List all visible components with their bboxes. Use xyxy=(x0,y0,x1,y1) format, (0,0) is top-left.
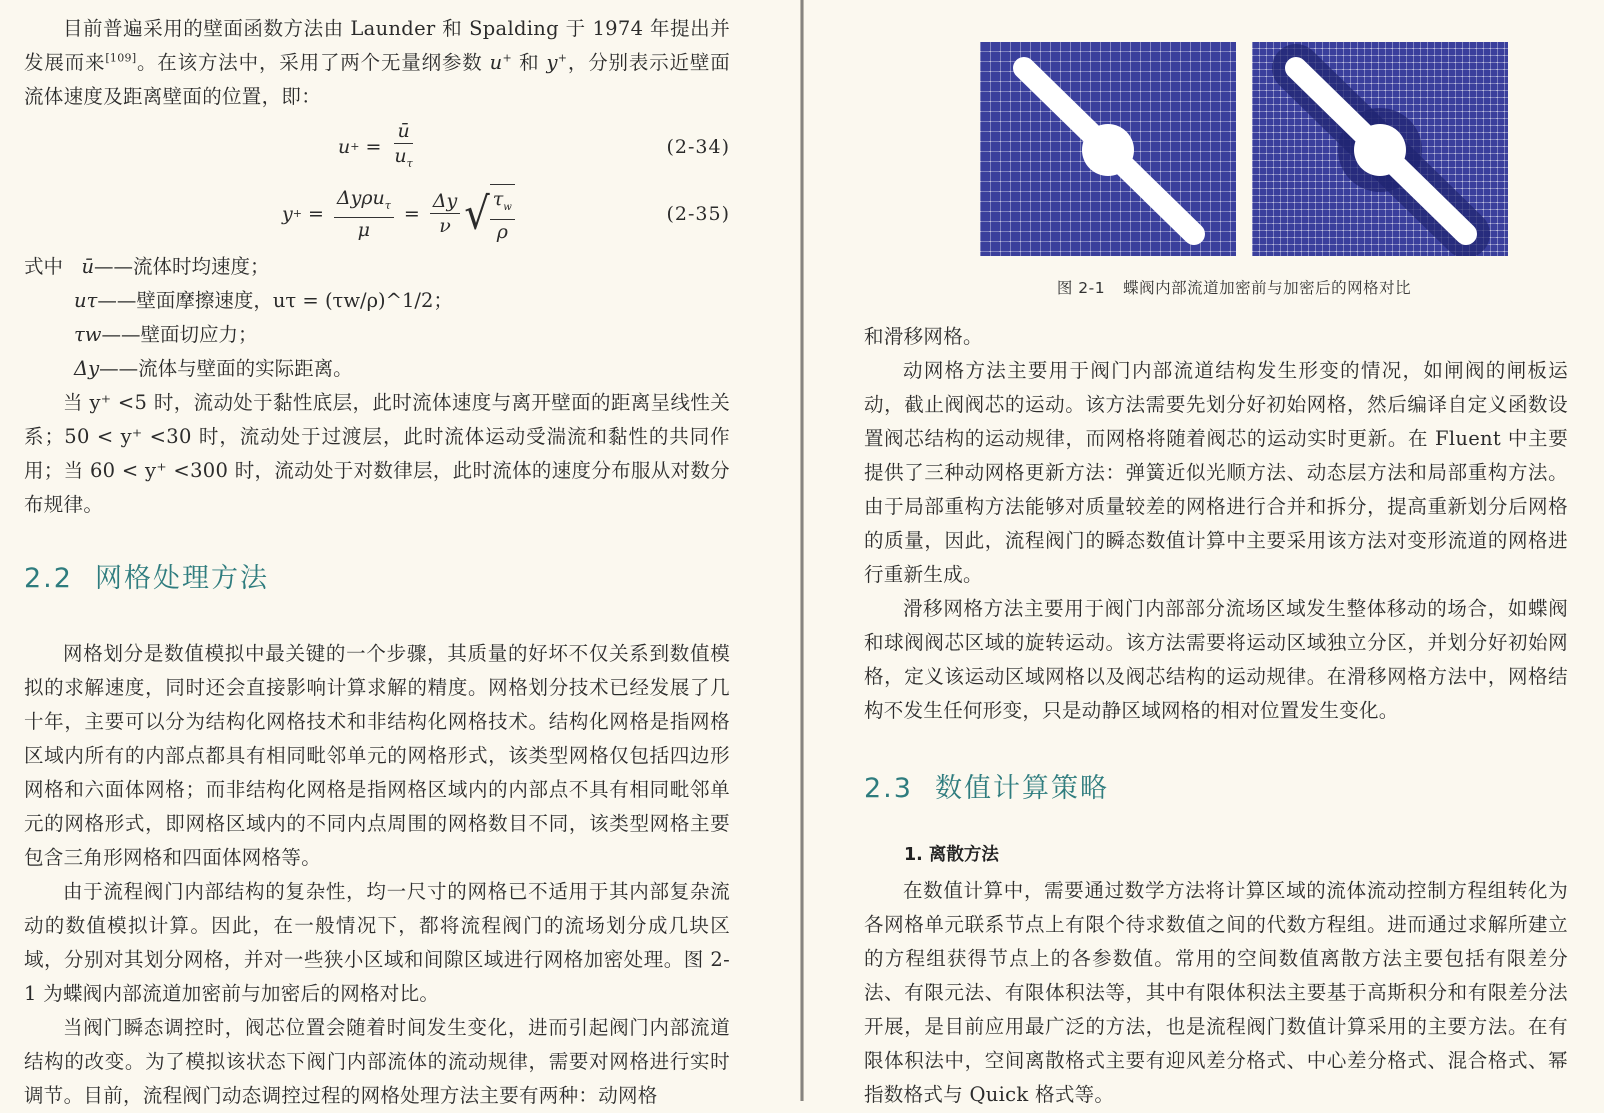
valve-mesh-paragraph: 由于流程阀门内部结构的复杂性，均一尺寸的网格已不适用于其内部复杂流动的数值模拟计算。因此，在一般情况下，都将流程阀门的流场划分成几块区域，分别对其划分网格，并对一些狭小区域和间隙区域进行网格加密处理。图 2-1 为蝶阀内部流道加密前与加密后的网格对比。 xyxy=(24,880,730,1005)
symbol-definitions: 式中 ū ——流体时均速度； uτ ——壁面摩擦速度，uτ = (τw/ρ)^1/2； τw ——壁面切应力； Δy ——流体与壁面的实际距离。 xyxy=(24,255,453,380)
equation-number: (2-35) xyxy=(666,203,730,225)
figure-caption: 图 2-1 蝶阀内部流道加密前与加密后的网格对比 xyxy=(1056,279,1412,297)
equation-2-34: u + = $\frac{ū}{u_\tau}$ (2-34) xyxy=(338,119,730,170)
discretization-paragraph: 在数值计算中，需要通过数学方法将计算区域的流体流动控制方程组转化为各网格单元联系节点上有限个待求数值之间的代数方程组。进而通过求解所建立的方程组获得节点上的各参数值。常用的空间数值离散方法主要包括有限差分法、有限元法、有限体积法等，其中有限体积法主要基于高斯积分和有限差分法开展，是目前应用最广泛的方法，也是流程阀门数值计算采用的主要方法。在有限体积法中，空间离散格式主要有迎风差分格式、中心差分格式、混合格式、幂指数格式与 Quick 格式等。 xyxy=(864,879,1568,1106)
left-page xyxy=(0,0,800,1107)
continued-paragraph: 和滑移网格。 xyxy=(864,325,983,348)
wall-layer-paragraph: 当 y⁺ <5 时，流动处于黏性底层，此时流体速度与离开壁面的距离呈线性关系；50 < y⁺ <30 时，流动处于过渡层，此时流体运动受湍流和黏性的共同作用；当 60 < y⁺ <300 时，流动处于对数律层，此时流体的速度分布服从对数分布规律。 xyxy=(24,391,730,516)
transient-paragraph: 当阀门瞬态调控时，阀芯位置会随着时间发生变化，进而引起阀门内部流道结构的改变。为了模拟该状态下阀门内部流体的流动规律，需要对网格进行实时调节。目前，流程阀门动态调控过程的网格处理方法主要有两种：动网格 xyxy=(24,1016,730,1107)
subsection-heading: 1. 离散方法 xyxy=(904,845,999,865)
citation-ref: [109] xyxy=(105,51,137,65)
mesh-after-refinement xyxy=(1252,42,1508,256)
right-page xyxy=(804,0,1604,1106)
equation-2-35: y + = $\frac{\Delta y\rho u_\tau}{\mu}$ = $\frac{\Delta y}{\nu}$ √ $\frac{\tau_w}{\rho}$ (2-35) xyxy=(24,180,730,248)
equation-number: (2-34) xyxy=(666,136,730,158)
section-heading-2-2: 2.2 网格处理方法 xyxy=(24,563,269,594)
dynamic-mesh-paragraph: 动网格方法主要用于阀门内部流道结构发生形变的情况，如闸阀的闸板运动，截止阀阀芯的运动。该方法需要先划分好初始网格，然后编译自定义函数设置阀芯结构的运动规律，而网格将随着阀芯的运动实时更新。在 Fluent 中主要提供了三种动网格更新方法：弹簧近似光顺方法、动态层方法和局部重构方法。由于局部重构方法能够对质量较差的网格进行合并和拆分，提高重新划分后网格的质量，因此，流程阀门的瞬态数值计算中主要采用该方法对变形流道的网格进行重新生成。 xyxy=(864,359,1568,586)
section-heading-2-3: 2.3 数值计算策略 xyxy=(864,773,1109,804)
mesh-before-refinement xyxy=(980,42,1236,256)
mesh-paragraph: 网格划分是数值模拟中最关键的一个步骤，其质量的好坏不仅关系到数值模拟的求解速度，同时还会直接影响计算求解的精度。网格划分技术已经发展了几十年，主要可以分为结构化网格技术和非结构化网格技术。结构化网格是指网格区域内所有的内部点都具有相同毗邻单元的网格形式，该类型网格仅包括四边形网格和六面体网格；而非结构化网格是指网格区域内的内部点不具有相同毗邻单元的网格形式，即网格区域内的不同内点周围的网格数目不同，该类型网格主要包含三角形网格和四面体网格等。 xyxy=(24,642,730,869)
figure-2-1 xyxy=(864,12,1568,256)
intro-paragraph: 目前普遍采用的壁面函数方法由 Launder 和 Spalding 于 1974 年提出并发展而来[109]。在该方法中，采用了两个无量纲参数 u+ 和 y+，分别表示近壁面流体速度及距离壁面的位置，即： xyxy=(24,17,730,108)
sliding-mesh-paragraph: 滑移网格方法主要用于阀门内部部分流场区域发生整体移动的场合，如蝶阀和球阀阀芯区域的旋转运动。该方法需要将运动区域独立分区，并划分好初始网格，定义该运动区域网格以及阀芯结构的运动规律。在滑移网格方法中，网格结构不发生任何形变，只是动静区域网格的相对位置发生变化。 xyxy=(864,597,1568,722)
